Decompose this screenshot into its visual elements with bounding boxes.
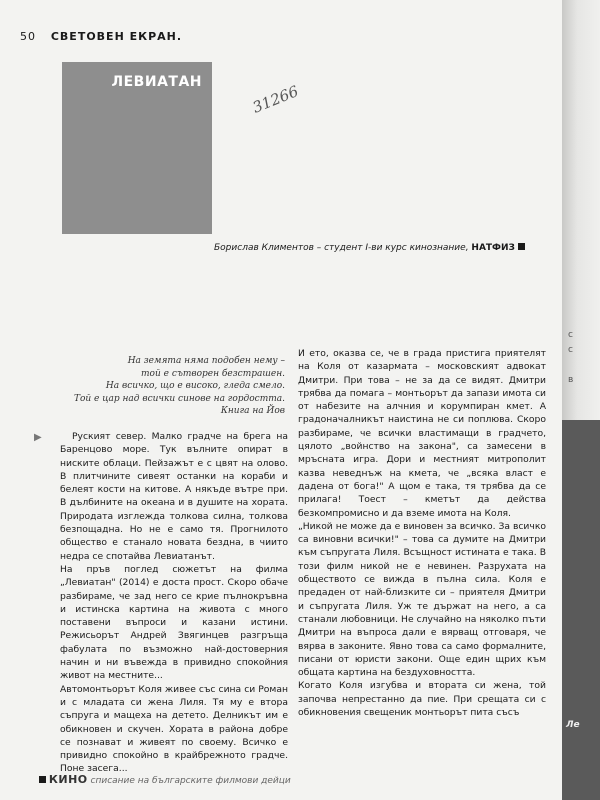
- section-title: СВЕТОВЕН ЕКРАН.: [50, 30, 183, 43]
- paragraph: На пръв поглед сюжетът на филма „Левиатан" (2014) е доста прост. Скоро обаче разбираме, че зад него се крие пълнокръвна и истинска картина на живота с много поставени въпроси и казани истини. Режисьорът Андрей Звягинцев разгръща фабулата по възможно най-достоверния начин и ни въвежда в привидно спокойния живот на местните...: [60, 563, 288, 682]
- epigraph: [60, 355, 285, 418]
- text-column-left: [60, 430, 288, 776]
- epigraph-line: Той е цар над всички синове на гордостта.: [73, 393, 285, 404]
- article-title: ЛЕВИАТАН: [111, 74, 202, 90]
- paragraph: Когато Коля изгубва и втората си жена, той започва непрестанно да пие. При срещата си с обикновения свещеник монтьорът пита съсъ: [298, 680, 546, 719]
- epigraph-line: той е сътворен безстрашен.: [141, 368, 285, 379]
- handwritten-note: 31266: [250, 82, 301, 117]
- hero-block: [62, 62, 212, 234]
- paragraph: Руският север. Малко градче на брега на Баренцово море. Тук вълните опират в ниските облаци. Пейзажът е с цвят на олово. В плитчините сивеят останки на кораби и белеят кости на китове. А някъде вътре при. В дълбините на океана и в душите на хората. Природата изглежда толкова силна, толкова безпощадна. Но не е само тя. Прогнилото общество е станало новата бездна, в чиито недра се спотайва Левиатанът.: [60, 431, 288, 562]
- footer-square: [39, 776, 46, 783]
- gutter-mark: с: [568, 330, 573, 340]
- epigraph-line: На земята няма подобен нему –: [127, 356, 285, 366]
- start-arrow-icon: ▶: [34, 432, 42, 443]
- text-column-right: [298, 347, 546, 719]
- byline: [214, 243, 525, 253]
- paragraph: Автомонтьорът Коля живее със сина си Роман и с младата си жена Лиля. Тя му е втора съпруга и мащеха на детето. Делникът им е обикновен и скучен. Хората в района добре се познават и живеят по своему. Всичко е привидно спокойно в крайбрежното градче. Поне засега...: [60, 683, 288, 775]
- gutter-mark: Ле: [566, 720, 580, 730]
- byline-org: НАТФИЗ: [471, 243, 515, 253]
- epigraph-line: На всичко, що е високо, гледа смело.: [105, 381, 285, 391]
- footer-tagline: списание на българските филмови дейци: [90, 776, 291, 786]
- page-header: [20, 30, 182, 43]
- paragraph: И ето, оказва се, че в града пристига приятелят на Коля от казармата – московският адвокат Дмитри. При това – не за да се видят. Дмитри трябва да помага – монтьорът да запази имота си от набезите на алчния и корумпиран кмет. А градоначалникът наистина не си поплюва. Скоро разбираме, че всички властимащи в градчето, цялото „войнство на закона", са замесени в мръсната игра. Дори и местният митрополит казва неведнъж на кмета, че „всяка власт е дадена от бога!" А щом е така, тя трябва да се прилага! Тоест – кметът да действа безкомпромисно и да вземе имота на Коля.: [298, 348, 546, 519]
- end-square: [518, 243, 525, 250]
- next-page-edge: [562, 0, 600, 800]
- paragraph: „Никой не може да е виновен за всичко. За всичко са виновни всички!" – това са думите на Дмитри към съпругата Лиля. Всъщност истината е така. В този филм никой не е невинен. Разрухата на обществото се вижда в пълна сила. Коля е предаден от най-близките си – приятеля Дмитри и съпругата Лиля. Уж те държат на него, а са станали любовници. Не случайно на няколко пъти Дмитри на въпроса дали е вярващ отговаря, че вярва в законите. Явно това са само формалните, писани от юристи закони. Още един щрих към общата картина на бездуховността.: [298, 520, 546, 679]
- epigraph-source: Книга на Йов: [220, 406, 285, 416]
- byline-author: Борислав Климентов – студент I-ви курс кинознание,: [214, 243, 472, 253]
- page-footer: [36, 773, 291, 786]
- footer-brand: КИНО: [48, 773, 88, 786]
- page-number: 50: [20, 30, 36, 43]
- gutter-mark: с: [568, 345, 573, 355]
- gutter-mark: в: [568, 375, 574, 385]
- next-page-dark-block: [562, 420, 600, 800]
